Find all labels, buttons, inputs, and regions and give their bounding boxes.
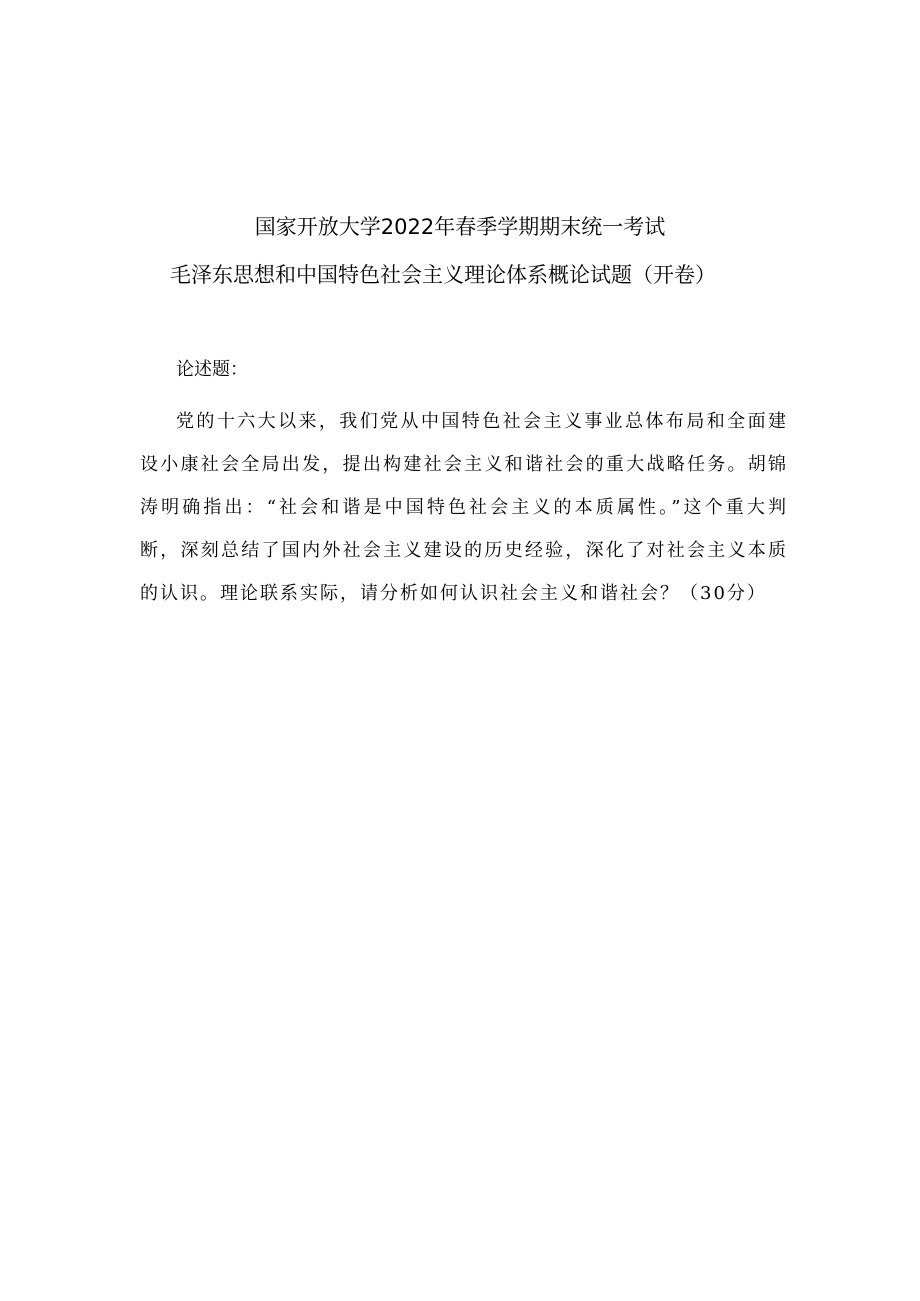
exam-title: 国家开放大学2022年春季学期期末统一考试 [254,215,666,239]
exam-subtitle: 毛泽东思想和中国特色社会主义理论体系概论试题（开卷） [170,263,716,287]
question-paragraph: 党的十六大以来，我们党从中国特色社会主义事业总体布局和全面建设小康社会全局出发，提出构建社会主义和谐社会的重大战略任务。胡锦涛明确指出：“社会和谐是中国特色社会主义的本质属性。”这个重大判断，深刻总结了国内外社会主义建设的历史经验，深化了对社会主义本质的认识。理论联系实际，请分析如何认识社会主义和谐社会？（30分） [140,411,788,604]
section-label: 论述题： [176,359,248,380]
